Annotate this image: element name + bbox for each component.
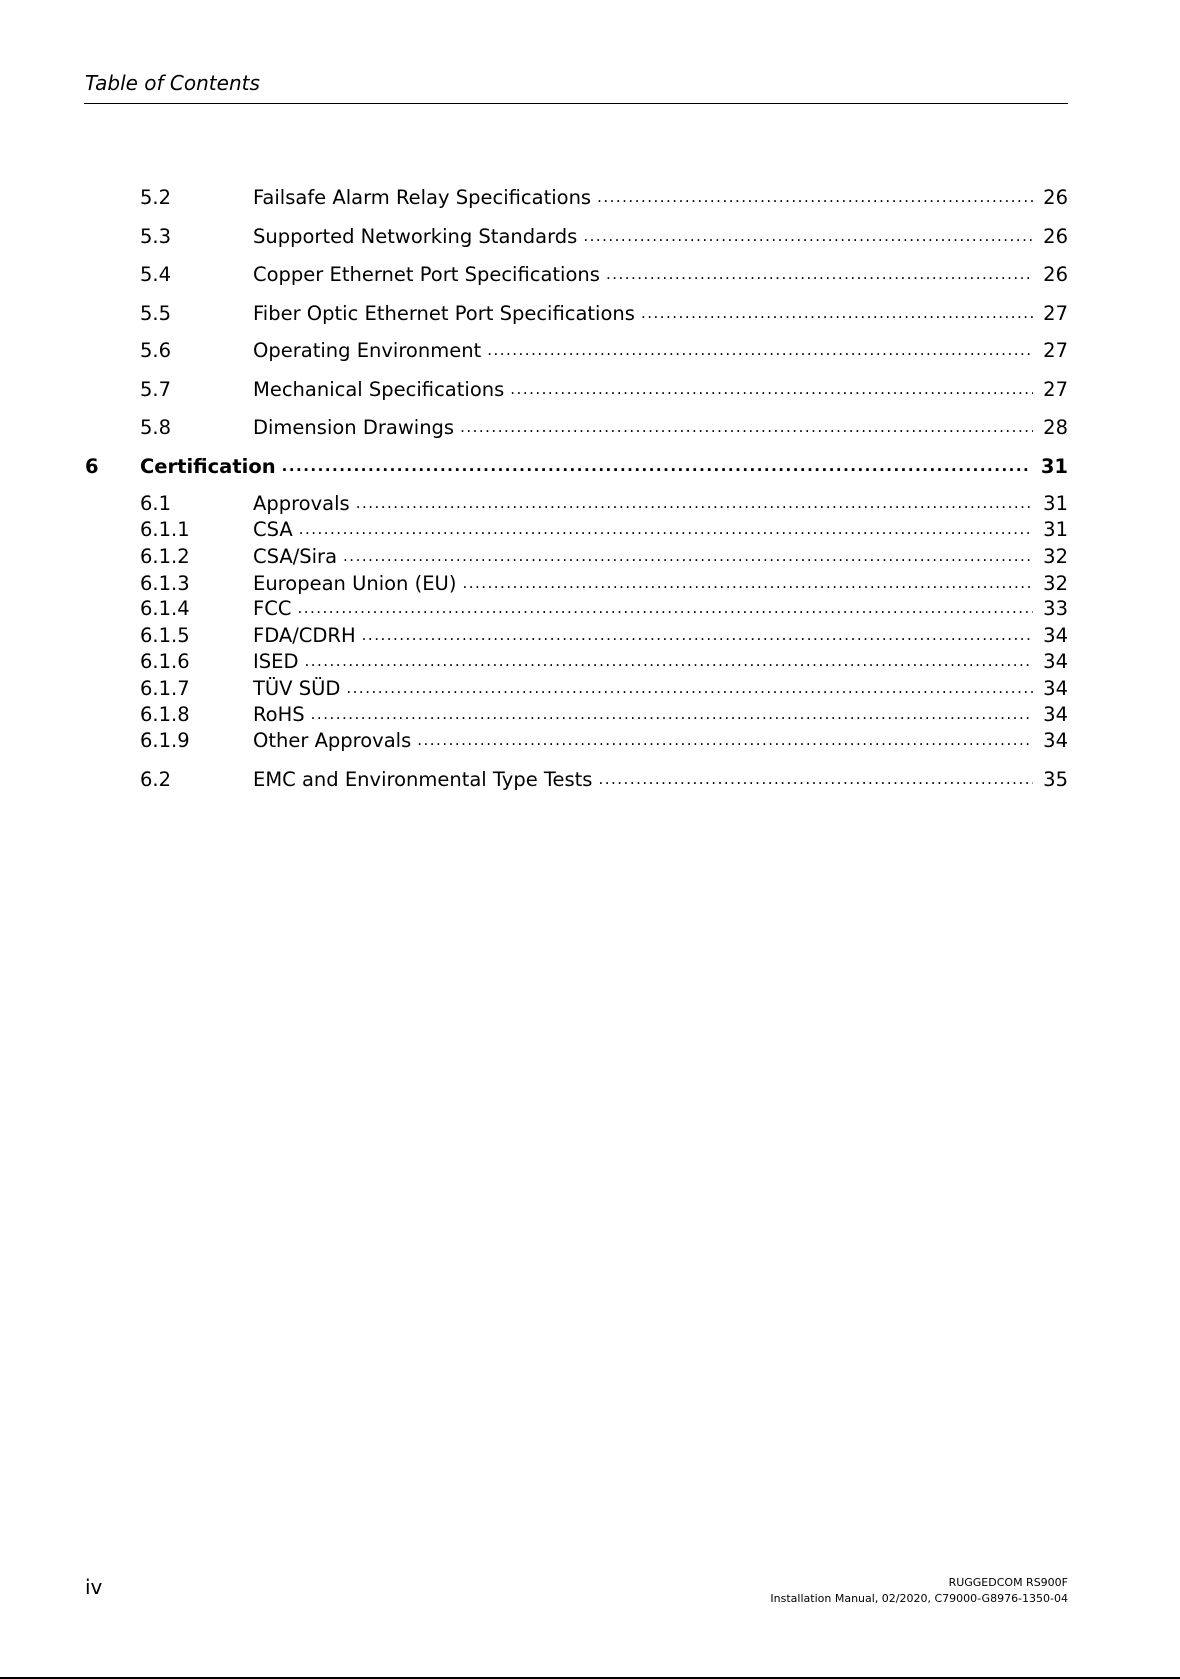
toc-number: 5.2 xyxy=(140,185,172,209)
toc-entry[interactable] xyxy=(85,649,1068,673)
toc-title: Certification xyxy=(140,454,276,478)
toc-page: 34 xyxy=(1043,702,1068,726)
toc-entry[interactable] xyxy=(85,338,1068,362)
toc-entry[interactable] xyxy=(85,185,1068,209)
dot-leader xyxy=(487,341,1033,359)
toc-number: 6.1.7 xyxy=(140,676,190,700)
toc-number: 6.2 xyxy=(140,767,172,791)
toc-entry[interactable] xyxy=(85,544,1068,568)
toc-title: Mechanical Specifications xyxy=(253,377,505,401)
toc-title: TÜV SÜD xyxy=(253,676,341,700)
dot-leader xyxy=(583,227,1033,245)
toc-entry[interactable] xyxy=(85,676,1068,700)
toc-title: Supported Networking Standards xyxy=(253,224,578,248)
toc-page: 26 xyxy=(1043,185,1068,209)
toc-number: 5.6 xyxy=(140,338,172,362)
footer-doc-info: Installation Manual, 02/2020, C79000-G8976-1350-04 xyxy=(770,1592,1068,1605)
toc-entry[interactable] xyxy=(85,571,1068,595)
toc-page: 32 xyxy=(1043,571,1068,595)
toc-number: 5.3 xyxy=(140,224,172,248)
running-header: Table of Contents xyxy=(85,71,260,95)
toc-number: 6.1.6 xyxy=(140,649,190,673)
toc-page: 26 xyxy=(1043,262,1068,286)
toc-title: CSA/Sira xyxy=(253,544,338,568)
toc-number: 5.5 xyxy=(140,301,172,325)
header-rule xyxy=(84,103,1068,104)
toc-title: FCC xyxy=(253,596,292,620)
toc-title: Copper Ethernet Port Specifications xyxy=(253,262,600,286)
toc-number: 6.1.3 xyxy=(140,571,190,595)
toc-number: 6.1 xyxy=(140,491,172,515)
dot-leader xyxy=(346,679,1033,697)
toc-entry[interactable] xyxy=(85,224,1068,248)
toc-page: 34 xyxy=(1043,676,1068,700)
toc-title: ISED xyxy=(253,649,299,673)
toc-entry[interactable] xyxy=(85,517,1068,541)
toc-title: Operating Environment xyxy=(253,338,482,362)
toc-page: 35 xyxy=(1043,767,1068,791)
dot-leader xyxy=(641,304,1033,322)
toc-number: 5.7 xyxy=(140,377,172,401)
toc-page: 26 xyxy=(1043,224,1068,248)
toc-number: 6.1.8 xyxy=(140,702,190,726)
toc-entry[interactable] xyxy=(85,623,1068,647)
dot-leader xyxy=(356,494,1033,512)
toc-entry[interactable] xyxy=(85,596,1068,620)
toc-entry[interactable] xyxy=(85,728,1068,752)
dot-leader xyxy=(598,770,1033,788)
toc-page: 31 xyxy=(1040,454,1068,478)
toc-number: 6.1.5 xyxy=(140,623,190,647)
dot-leader xyxy=(343,547,1033,565)
toc-page: 34 xyxy=(1043,728,1068,752)
toc-title: EMC and Environmental Type Tests xyxy=(253,767,593,791)
toc-number: 6.1.1 xyxy=(140,517,190,541)
dot-leader xyxy=(311,705,1034,723)
dot-leader xyxy=(362,626,1034,644)
toc-number: 5.8 xyxy=(140,415,172,439)
footer-product: RUGGEDCOM RS900F xyxy=(948,1576,1068,1589)
toc-page: 31 xyxy=(1043,517,1068,541)
toc-title: FDA/CDRH xyxy=(253,623,356,647)
toc-number: 5.4 xyxy=(140,262,172,286)
toc-title: Approvals xyxy=(253,491,350,515)
toc-page: 32 xyxy=(1043,544,1068,568)
toc-page: 34 xyxy=(1043,623,1068,647)
toc-title: Other Approvals xyxy=(253,728,412,752)
dot-leader xyxy=(460,418,1033,436)
toc-entry[interactable] xyxy=(85,454,1068,478)
toc-number: 6.1.4 xyxy=(140,596,190,620)
dot-leader xyxy=(304,652,1033,670)
dot-leader xyxy=(510,380,1033,398)
toc-page: 27 xyxy=(1043,338,1068,362)
dot-leader xyxy=(417,731,1033,749)
toc-entry[interactable] xyxy=(85,262,1068,286)
toc-number: 6 xyxy=(85,454,99,478)
dot-leader xyxy=(597,188,1033,206)
toc-number: 6.1.2 xyxy=(140,544,190,568)
toc-title: RoHS xyxy=(253,702,305,726)
dot-leader xyxy=(462,574,1033,592)
dot-leader xyxy=(606,265,1033,283)
toc-number: 6.1.9 xyxy=(140,728,190,752)
page-number: iv xyxy=(85,1575,103,1599)
toc-title: Dimension Drawings xyxy=(253,415,455,439)
dot-leader xyxy=(282,457,1031,475)
dot-leader xyxy=(299,520,1033,538)
toc-page: 27 xyxy=(1043,377,1068,401)
toc-page: 33 xyxy=(1043,596,1068,620)
toc-title: Fiber Optic Ethernet Port Specifications xyxy=(253,301,635,325)
toc-title: Failsafe Alarm Relay Specifications xyxy=(253,185,592,209)
toc-entry[interactable] xyxy=(85,377,1068,401)
toc-title: European Union (EU) xyxy=(253,571,457,595)
toc-entry[interactable] xyxy=(85,415,1068,439)
toc-entry[interactable] xyxy=(85,702,1068,726)
toc-page: 27 xyxy=(1043,301,1068,325)
toc-entry[interactable] xyxy=(85,491,1068,515)
toc-entry[interactable] xyxy=(85,301,1068,325)
toc-page: 31 xyxy=(1043,491,1068,515)
toc-page: 28 xyxy=(1043,415,1068,439)
toc-page: 34 xyxy=(1043,649,1068,673)
toc-entry[interactable] xyxy=(85,767,1068,791)
dot-leader xyxy=(297,599,1033,617)
toc-title: CSA xyxy=(253,517,293,541)
